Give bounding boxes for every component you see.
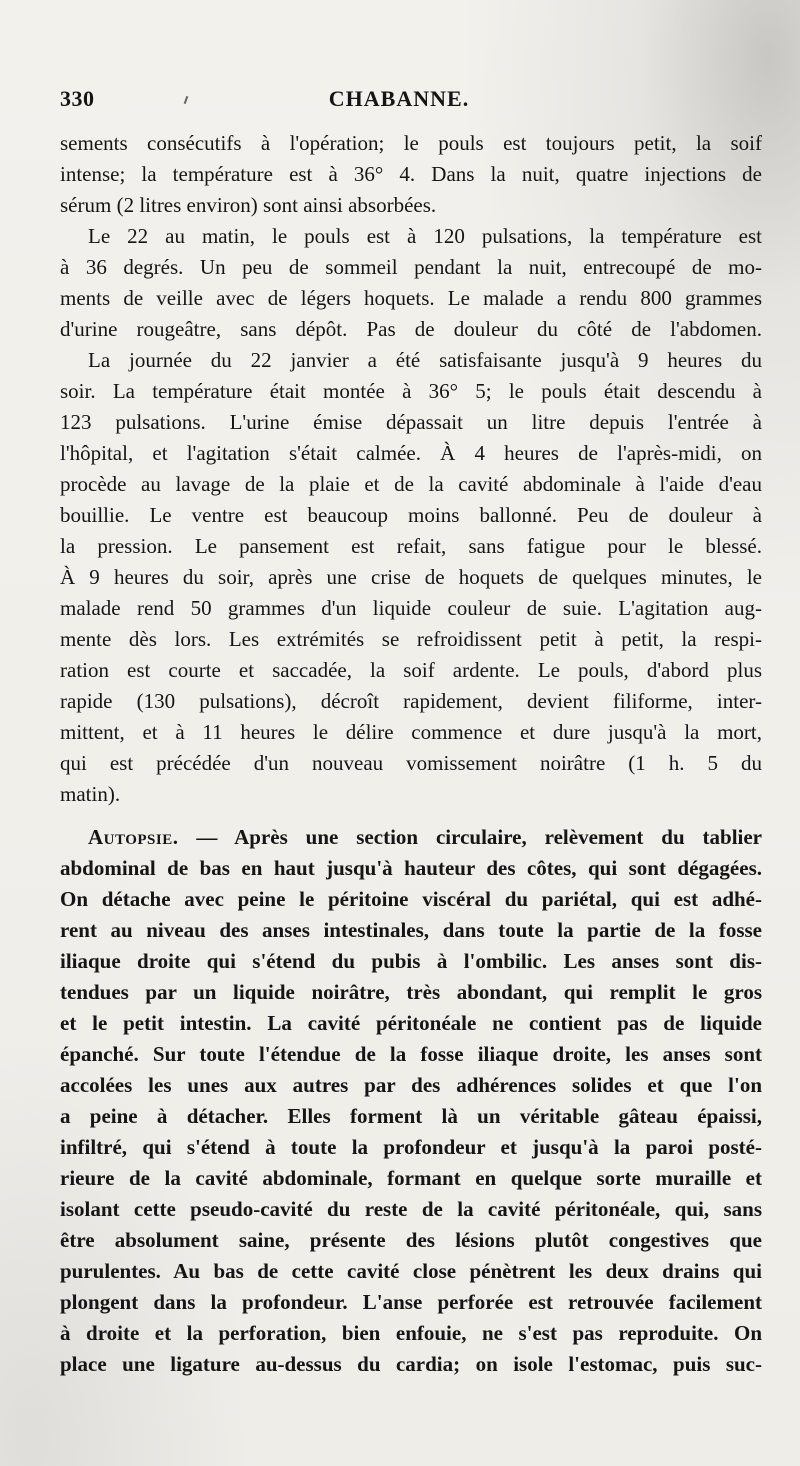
text-line: ration est courte et saccadée, la soif ardente. Le pouls, d'abord plus: [60, 658, 762, 682]
page-number: 330: [60, 86, 95, 111]
text-line: mittent, et à 11 heures le délire commence et dure jusqu'à la mort,: [60, 720, 762, 744]
text-line: à droite et la perforation, bien enfouie, ne s'est pas reproduite. On: [60, 1321, 762, 1345]
text-line: procède au lavage de la plaie et de la cavité abdominale à l'aide d'eau: [60, 472, 762, 496]
text-line: soir. La température était montée à 36° 5; le pouls était descendu à: [60, 379, 762, 403]
text-line: iliaque droite qui s'étend du pubis à l'ombilic. Les anses sont dis-: [60, 949, 762, 973]
text-line: sérum (2 litres environ) sont ainsi absorbées.: [60, 193, 437, 217]
text-line: isolant cette pseudo-cavité du reste de la cavité péritonéale, qui, sans: [60, 1197, 762, 1221]
text-line: [60, 822, 762, 853]
paragraph-continuation: [60, 128, 762, 221]
text-line: rapide (130 pulsations), décroît rapidement, devient filiforme, inter-: [60, 689, 762, 713]
text-line: rent au niveau des anses intestinales, dans toute la partie de la fosse: [60, 918, 762, 942]
text-line: abdominal de bas en haut jusqu'à hauteur des côtes, qui sont dégagées.: [60, 856, 762, 880]
text-line: Le 22 au matin, le pouls est à 120 pulsations, la température est: [88, 224, 762, 248]
text-line: qui est précédée d'un nouveau vomissement noirâtre (1 h. 5 du: [60, 751, 762, 775]
text-line-rest: — Après une section circulaire, relèvement du tablier: [178, 825, 762, 849]
text-line: ments de veille avec de légers hoquets. Le malade a rendu 800 grammes: [60, 286, 762, 310]
text-line: la pression. Le pansement est refait, sans fatigue pour le blessé.: [60, 534, 762, 558]
text-line: accolées les unes aux autres par des adhérences solides et que l'on: [60, 1073, 762, 1097]
paragraph-22-january: [60, 345, 762, 810]
running-title: CHABANNE.: [328, 86, 470, 111]
text-line: malade rend 50 grammes d'un liquide couleur de suie. L'agitation aug-: [60, 596, 762, 620]
text-line: épanché. Sur toute l'étendue de la fosse iliaque droite, les anses sont: [60, 1042, 762, 1066]
text-line: On détache avec peine le péritoine viscéral du pariétal, qui est adhé-: [60, 887, 762, 911]
paragraph-autopsie: [60, 822, 762, 1380]
paragraph-22-morning: [60, 221, 762, 345]
text-line: et le petit intestin. La cavité péritonéale ne contient pas de liquide: [60, 1011, 762, 1035]
page-header: [60, 86, 738, 120]
text-line: plongent dans la profondeur. L'anse perforée est retrouvée facilement: [60, 1290, 762, 1314]
section-lead-autopsie: Autopsie.: [88, 825, 179, 849]
text-line: être absolument saine, présente des lésions plutôt congestives que: [60, 1228, 762, 1252]
text-line: purulentes. Au bas de cette cavité close pénètrent les deux drains qui: [60, 1259, 762, 1283]
text-line: matin).: [60, 782, 121, 806]
text-line: tendues par un liquide noirâtre, très abondant, qui remplit le gros: [60, 980, 762, 1004]
text-line: d'urine rougeâtre, sans dépôt. Pas de douleur du côté de l'abdomen.: [60, 317, 762, 341]
text-line: a peine à détacher. Elles forment là un véritable gâteau épaissi,: [60, 1104, 762, 1128]
text-line: infiltré, qui s'étend à toute la profondeur et jusqu'à la paroi posté-: [60, 1135, 762, 1159]
text-line: mente dès lors. Les extrémités se refroidissent petit à petit, la respi-: [60, 627, 762, 651]
text-line: 123 pulsations. L'urine émise dépassait un litre depuis l'entrée à: [60, 410, 762, 434]
text-line: intense; la température est à 36° 4. Dans la nuit, quatre injections de: [60, 162, 762, 186]
text-line: La journée du 22 janvier a été satisfaisante jusqu'à 9 heures du: [88, 348, 762, 372]
text-line: À 9 heures du soir, après une crise de hoquets de quelques minutes, le: [60, 565, 762, 589]
text-line: l'hôpital, et l'agitation s'était calmée. À 4 heures de l'après-midi, on: [60, 441, 762, 465]
text-line: place une ligature au-dessus du cardia; on isole l'estomac, puis suc-: [60, 1352, 762, 1376]
text-line: sements consécutifs à l'opération; le pouls est toujours petit, la soif: [60, 131, 762, 155]
text-line: rieure de la cavité abdominale, formant en quelque sorte muraille et: [60, 1166, 762, 1190]
text-line: bouillie. Le ventre est beaucoup moins ballonné. Peu de douleur à: [60, 503, 762, 527]
text-line: à 36 degrés. Un peu de sommeil pendant la nuit, entrecoupé de mo-: [60, 255, 762, 279]
